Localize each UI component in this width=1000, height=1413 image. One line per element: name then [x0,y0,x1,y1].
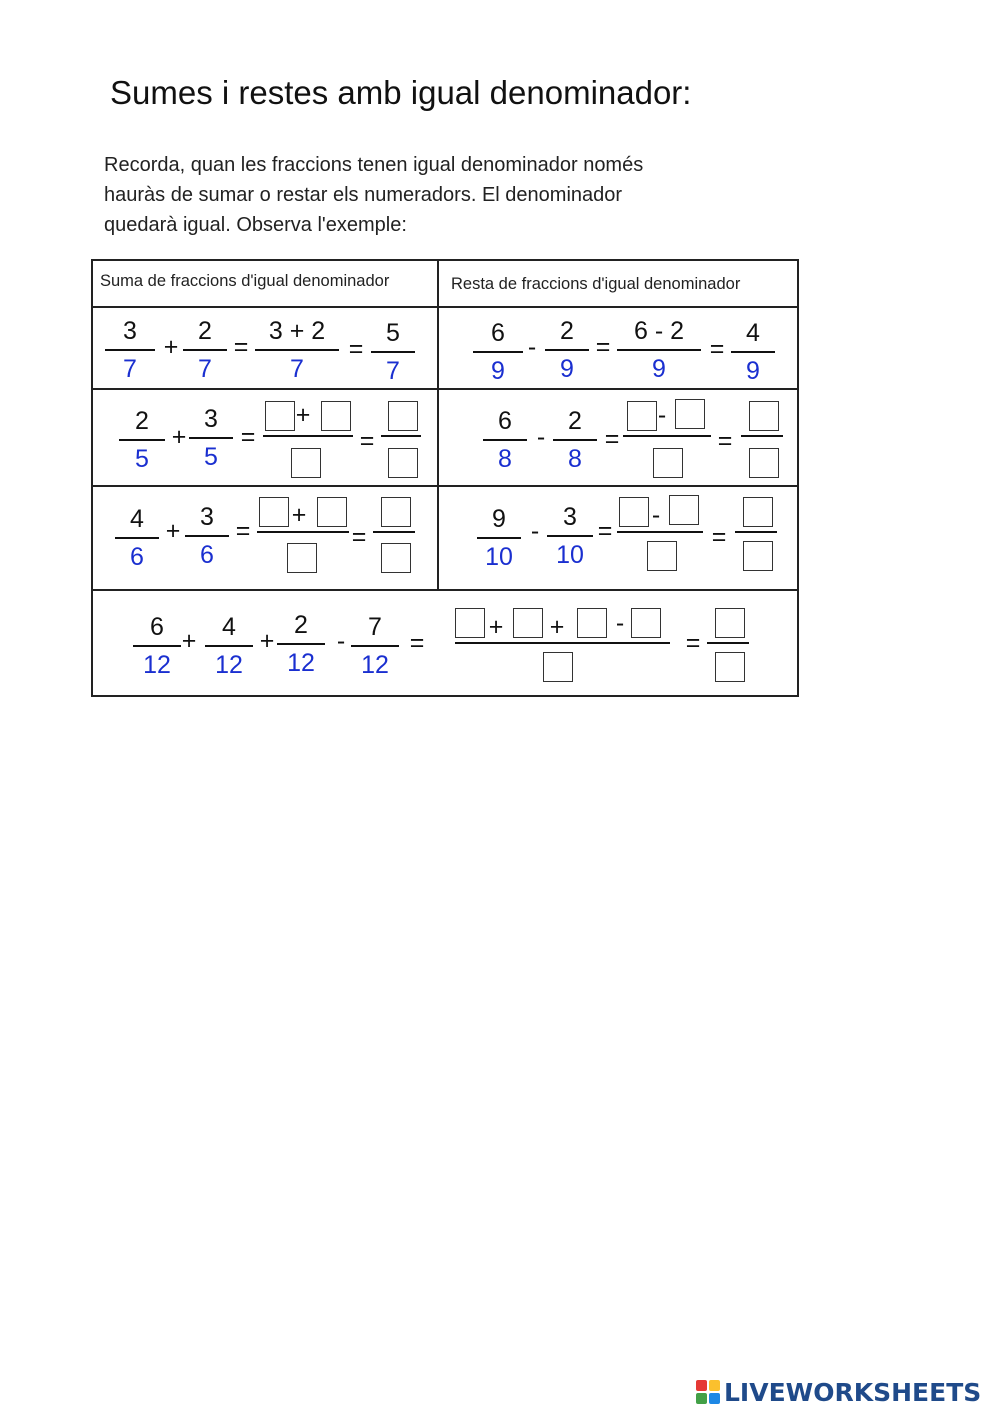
fraction-bar [263,435,353,437]
equals-sign: = [348,335,364,363]
fraction-bar [381,435,421,437]
numerator: 6 [150,613,164,641]
numerator: 2 [135,407,149,435]
denominator: 8 [568,445,582,473]
logo-mark-icon [696,1380,722,1406]
answer-box-numerator-3[interactable] [577,608,607,638]
plus-sign: + [549,613,565,641]
fraction-bar [545,349,589,351]
fraction-bar [617,531,703,533]
numerator: 4 [130,505,144,533]
row-divider [93,306,797,308]
fraction-bar [547,535,593,537]
denominator: 8 [498,445,512,473]
fraction-bar [205,645,253,647]
plus-sign: + [295,401,311,429]
denominator: 6 [130,543,144,571]
numerator: 3 [200,503,214,531]
page-title: Sumes i restes amb igual denominador: [110,74,692,111]
plus-sign: + [488,613,504,641]
answer-box-result-numerator[interactable] [749,401,779,431]
minus-sign: - [530,517,540,545]
liveworksheets-logo[interactable] [696,1376,996,1410]
fraction [731,315,775,385]
denominator: 12 [287,649,315,677]
fraction-bar [119,439,165,441]
equals-sign: = [685,629,701,657]
answer-box-numerator-2[interactable] [513,608,543,638]
answer-box-denominator[interactable] [543,652,573,682]
numerator: 9 [492,505,506,533]
answer-box-result-denominator[interactable] [749,448,779,478]
intro-line-2: hauràs de sumar o restar els numeradors. El denominador [104,184,623,206]
plus-sign: + [181,627,197,655]
equals-sign: = [604,425,620,453]
worksheet-table [91,259,799,697]
denominator: 7 [198,355,212,383]
denominator: 7 [386,357,400,385]
column-divider [437,261,439,591]
fraction-bar [741,435,783,437]
denominator: 5 [204,443,218,471]
logo-text: LIVEWORKSHEETS [724,1378,982,1407]
denominator: 12 [143,651,171,679]
numerator: 2 [294,611,308,639]
fraction-bar [553,439,597,441]
fraction-bar [255,349,339,351]
denominator: 7 [123,355,137,383]
fraction [115,501,159,571]
denominator: 9 [560,355,574,383]
fraction-bar [473,351,523,353]
plus-sign: + [171,423,187,451]
fraction [205,609,253,679]
fraction-bar [183,349,227,351]
fraction [473,315,523,385]
denominator: 10 [485,543,513,571]
fraction-bar [623,435,711,437]
fraction [183,313,227,383]
fraction-bar [189,437,233,439]
answer-box-numerator-2[interactable] [317,497,347,527]
answer-box-result-numerator[interactable] [381,497,411,527]
fraction [351,609,399,679]
answer-box-denominator[interactable] [653,448,683,478]
denominator: 9 [746,357,760,385]
numerator: 2 [198,317,212,345]
logo-square [709,1393,720,1404]
fraction [133,609,181,679]
denominator: 6 [200,541,214,569]
numerator: 4 [222,613,236,641]
numerator: 6 [491,319,505,347]
equals-sign: = [240,423,256,451]
row-divider [93,589,797,591]
answer-box-numerator-4[interactable] [631,608,661,638]
answer-box-result-denominator[interactable] [715,652,745,682]
denominator: 12 [361,651,389,679]
equals-sign: = [595,333,611,361]
fraction [371,315,415,385]
logo-square [696,1380,707,1391]
fraction-bar [707,642,749,644]
equals-sign: = [717,427,733,455]
intro-line-1: Recorda, quan les fraccions tenen igual denominador només [104,154,644,176]
equals-sign: = [711,523,727,551]
plus-sign: + [165,517,181,545]
denominator: 7 [290,355,304,383]
fraction [483,403,527,473]
header-sum: Suma de fraccions d'igual denominador [100,272,390,290]
equals-sign: = [709,335,725,363]
fraction-bar [185,535,229,537]
numerator: 2 [560,317,574,345]
answer-box-denominator[interactable] [291,448,321,478]
answer-box-result-denominator[interactable] [381,543,411,573]
fraction-bar [257,531,349,533]
fraction-bar [477,537,521,539]
numerator: 3 [204,405,218,433]
answer-box-numerator-2[interactable] [675,399,705,429]
denominator: 5 [135,445,149,473]
equals-sign: = [409,629,425,657]
equals-sign: = [597,517,613,545]
fraction [185,499,229,569]
answer-box-result-denominator[interactable] [388,448,418,478]
denominator: 9 [491,357,505,385]
fraction [553,403,597,473]
logo-square [696,1393,707,1404]
intro-line-3: quedarà igual. Observa l'exemple: [104,214,407,236]
denominator: 10 [556,541,584,569]
fraction-bar [105,349,155,351]
logo-square [709,1380,720,1391]
denominator: 12 [215,651,243,679]
fraction [189,401,233,471]
fraction [545,313,589,383]
minus-sign: - [336,627,346,655]
fraction [105,313,155,383]
fraction-bar [277,643,325,645]
numerator: 7 [368,613,382,641]
numerator: 4 [746,319,760,347]
minus-sign: - [527,333,537,361]
fraction-bar [373,531,415,533]
fraction-bar [115,537,159,539]
fraction-bar [371,351,415,353]
minus-sign: - [657,401,667,429]
fraction [547,499,593,569]
fraction [617,313,701,383]
row-divider [93,388,797,390]
denominator: 9 [652,355,666,383]
minus-sign: - [536,423,546,451]
intro-text [104,150,764,240]
numerator: 6 [498,407,512,435]
numerator: 3 [563,503,577,531]
plus-sign: + [291,501,307,529]
answer-box-result-numerator[interactable] [715,608,745,638]
fraction-bar [133,645,181,647]
answer-box-result-numerator[interactable] [388,401,418,431]
minus-sign: - [651,501,661,529]
fraction-bar [617,349,701,351]
fraction-bar [351,645,399,647]
fraction-bar [731,351,775,353]
equals-sign: = [359,427,375,455]
equals-sign: = [233,333,249,361]
answer-box-denominator[interactable] [287,543,317,573]
answer-box-denominator[interactable] [647,541,677,571]
equals-sign: = [351,523,367,551]
plus-sign: + [163,333,179,361]
row-divider [93,485,797,487]
answer-box-numerator-2[interactable] [669,495,699,525]
header-sub: Resta de fraccions d'igual denominador [451,275,741,293]
fraction [277,607,325,677]
numerator: 5 [386,319,400,347]
numerator: 3 + 2 [268,317,326,345]
fraction-bar [455,642,670,644]
fraction-bar [483,439,527,441]
numerator: 6 - 2 [633,317,685,345]
minus-sign: - [615,609,625,637]
plus-sign: + [259,627,275,655]
answer-box-numerator-2[interactable] [321,401,351,431]
fraction [477,501,521,571]
numerator: 2 [568,407,582,435]
fraction-bar [735,531,777,533]
numerator: 3 [123,317,137,345]
fraction [255,313,339,383]
answer-box-result-denominator[interactable] [743,541,773,571]
answer-box-result-numerator[interactable] [743,497,773,527]
equals-sign: = [235,517,251,545]
fraction [119,403,165,473]
answer-box-numerator-1[interactable] [455,608,485,638]
answer-box-numerator-1[interactable] [259,497,289,527]
